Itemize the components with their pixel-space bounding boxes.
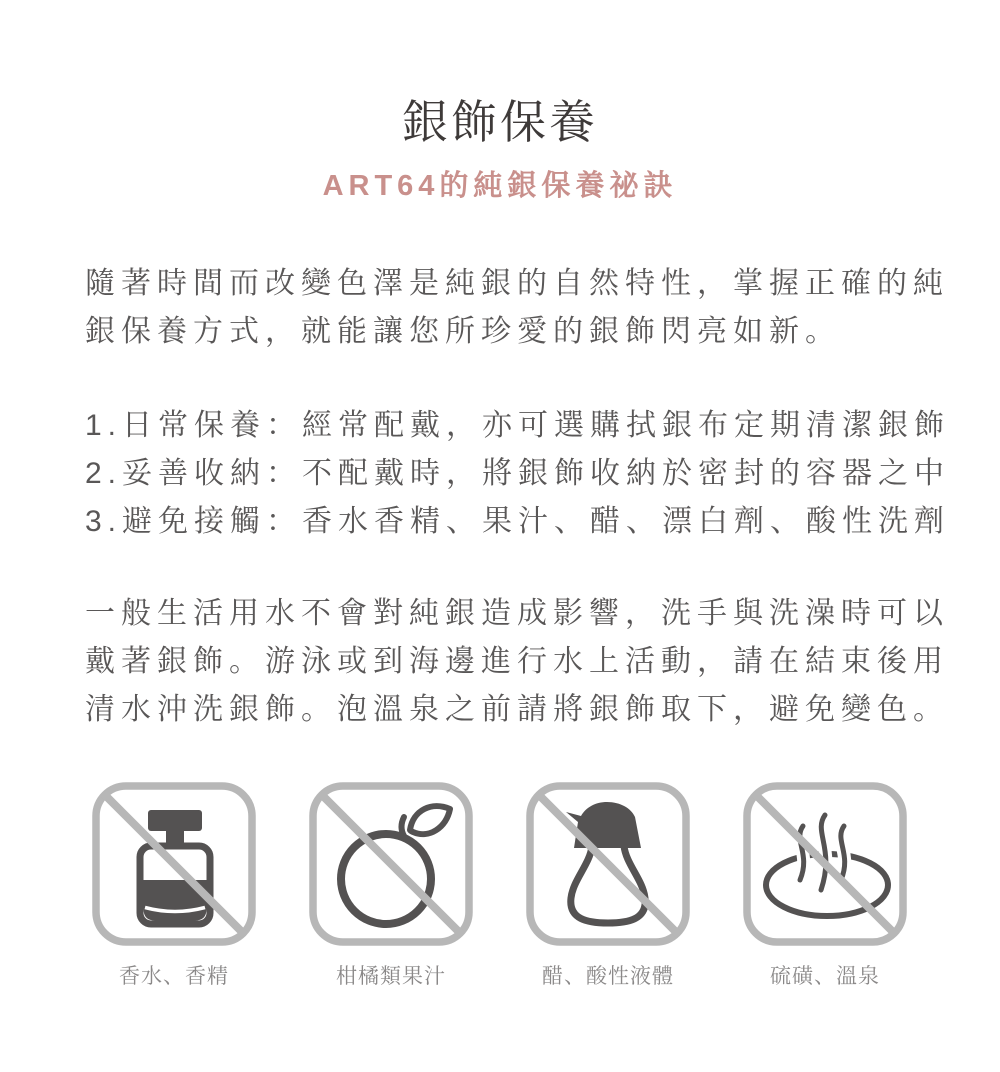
prohibited-icons-row xyxy=(92,782,1000,990)
care-steps-list xyxy=(85,402,975,546)
care-step-line: 2.妥善收納：不配戴時，將銀飾收納於密封的容器之中 xyxy=(85,456,951,490)
prohibited-card-citrus xyxy=(309,782,473,990)
water-line: 戴著銀飾。游泳或到海邊進行水上活動，請在結束後用 xyxy=(85,644,949,678)
care-step-line: 3.避免接觸：香水香精、果汁、醋、漂白劑、酸性洗劑 xyxy=(85,504,951,538)
page-subtitle: ART64的純銀保養祕訣 xyxy=(322,169,678,202)
intro-line: 銀保養方式，就能讓您所珍愛的銀飾閃亮如新。 xyxy=(85,314,841,348)
hot-spring-icon xyxy=(743,782,907,946)
prohibited-label: 柑橘類果汁 xyxy=(336,964,446,988)
page-title: 銀飾保養 xyxy=(402,95,598,149)
prohibited-card-vinegar xyxy=(526,782,690,990)
water-line: 清水沖洗銀飾。泡溫泉之前請將銀飾取下，避免變色。 xyxy=(85,692,949,726)
perfume-bottle-icon xyxy=(92,782,256,946)
intro-paragraph xyxy=(85,260,975,356)
citrus-orange-icon xyxy=(309,782,473,946)
care-step-line: 1.日常保養：經常配戴，亦可選購拭銀布定期清潔銀飾 xyxy=(85,408,951,442)
water-paragraph xyxy=(85,590,975,734)
prohibited-label: 硫磺、溫泉 xyxy=(770,964,880,988)
water-line: 一般生活用水不會對純銀造成影響，洗手與洗澡時可以 xyxy=(85,596,949,630)
prohibited-card-hot-spring xyxy=(743,782,907,990)
prohibited-label: 醋、酸性液體 xyxy=(542,964,674,988)
prohibited-label: 香水、香精 xyxy=(119,964,229,988)
vinegar-cruet-icon xyxy=(526,782,690,946)
intro-line: 隨著時間而改變色澤是純銀的自然特性，掌握正確的純 xyxy=(85,266,949,300)
prohibited-card-perfume xyxy=(92,782,256,990)
